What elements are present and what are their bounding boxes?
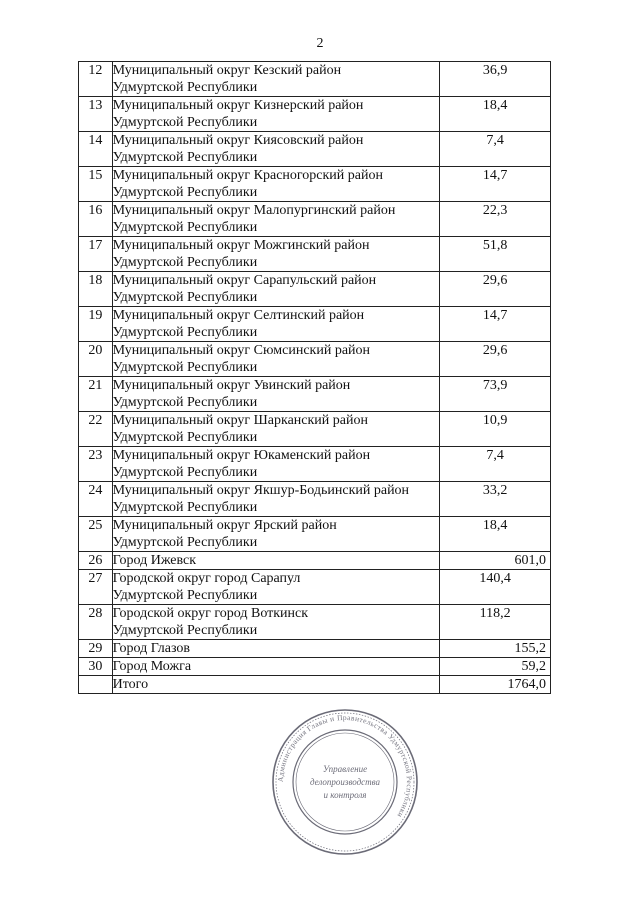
municipality-name (112, 640, 440, 658)
municipality-name-line-2: Удмуртской Республики (112, 360, 258, 375)
total-value: 1764,0 (440, 676, 551, 694)
municipality-name-line-1: Городской округ город Воткинск (112, 606, 309, 621)
municipality-name-line-2: Удмуртской Республики (112, 430, 258, 445)
stamp-line-1: Управление (322, 764, 368, 774)
municipality-name-line-1: Муниципальный округ Шарканский район (112, 413, 368, 428)
municipality-name (112, 167, 440, 202)
row-number: 12 (79, 62, 113, 97)
row-number: 23 (79, 447, 113, 482)
row-number: 14 (79, 132, 113, 167)
municipality-name (112, 412, 440, 447)
table-row (79, 482, 551, 517)
municipality-name-line-1: Городской округ город Сарапул (112, 571, 301, 586)
table-row (79, 62, 551, 97)
municipality-name-line-2: Удмуртской Республики (112, 588, 258, 603)
row-number: 15 (79, 167, 113, 202)
municipality-name-line-2: Удмуртской Республики (112, 500, 258, 515)
table-row (79, 202, 551, 237)
row-number: 25 (79, 517, 113, 552)
row-number: 18 (79, 272, 113, 307)
municipality-name-line-2: Удмуртской Республики (112, 395, 258, 410)
row-number: 26 (79, 552, 113, 570)
municipality-name-line-2: Удмуртской Республики (112, 185, 258, 200)
municipality-name (112, 570, 440, 605)
amount-value: 14,7 (440, 167, 551, 202)
amount-value: 140,4 (440, 570, 551, 605)
table-row (79, 552, 551, 570)
table-row (79, 342, 551, 377)
amount-value: 14,7 (440, 307, 551, 342)
municipality-name-line-1: Муниципальный округ Якшур-Бодьинский район (112, 483, 410, 498)
municipality-name-line-1: Муниципальный округ Селтинский район (112, 308, 365, 323)
amount-value: 36,9 (440, 62, 551, 97)
table-row (79, 447, 551, 482)
table-body (79, 62, 551, 694)
municipality-name (112, 62, 440, 97)
municipality-name-line-1: Муниципальный округ Увинский район (112, 378, 351, 393)
municipality-name (112, 658, 440, 676)
table-row (79, 377, 551, 412)
municipality-name (112, 552, 440, 570)
municipality-name-line-2: Удмуртской Республики (112, 255, 258, 270)
amount-value: 155,2 (440, 640, 551, 658)
table-row (79, 605, 551, 640)
amount-value: 118,2 (440, 605, 551, 640)
allocation-table (78, 61, 551, 694)
municipality-name-line-1: Город Можга (112, 659, 192, 674)
page-number: 2 (316, 36, 324, 51)
municipality-name (112, 237, 440, 272)
municipality-name-line-1: Муниципальный округ Ярский район (112, 518, 337, 533)
amount-value: 59,2 (440, 658, 551, 676)
municipality-name-line-1: Муниципальный округ Можгинский район (112, 238, 370, 253)
municipality-name (112, 482, 440, 517)
municipality-name-line-1: Муниципальный округ Сарапульский район (112, 273, 377, 288)
row-number: 28 (79, 605, 113, 640)
municipality-name-line-2: Удмуртской Республики (112, 465, 258, 480)
amount-value: 7,4 (440, 132, 551, 167)
amount-value: 22,3 (440, 202, 551, 237)
amount-value: 29,6 (440, 342, 551, 377)
municipality-name-line-2: Удмуртской Республики (112, 623, 258, 638)
municipality-name (112, 342, 440, 377)
municipality-name (112, 272, 440, 307)
municipality-name-line-1: Город Ижевск (112, 553, 197, 568)
municipality-name (112, 517, 440, 552)
stamp-line-2: делопроизводства (309, 777, 381, 787)
amount-value: 29,6 (440, 272, 551, 307)
table-row (79, 658, 551, 676)
amount-value: 18,4 (440, 97, 551, 132)
municipality-name-line-1: Муниципальный округ Кезский район (112, 63, 342, 78)
table-row (79, 412, 551, 447)
municipality-name-line-2: Удмуртской Республики (112, 290, 258, 305)
municipality-name-line-2: Удмуртской Республики (112, 150, 258, 165)
municipality-name (112, 447, 440, 482)
amount-value: 51,8 (440, 237, 551, 272)
municipality-name (112, 132, 440, 167)
table-row (79, 97, 551, 132)
total-label: Итого (112, 676, 440, 694)
amount-value: 10,9 (440, 412, 551, 447)
row-number: 19 (79, 307, 113, 342)
row-number: 16 (79, 202, 113, 237)
table-row (79, 167, 551, 202)
table-row (79, 272, 551, 307)
amount-value: 18,4 (440, 517, 551, 552)
row-number: 27 (79, 570, 113, 605)
total-row (79, 676, 551, 694)
municipality-name-line-1: Муниципальный округ Кизнерский район (112, 98, 364, 113)
table-row (79, 132, 551, 167)
row-number: 22 (79, 412, 113, 447)
municipality-name-line-2: Удмуртской Республики (112, 80, 258, 95)
municipality-name-line-1: Муниципальный округ Красногорский район (112, 168, 383, 183)
municipality-name (112, 377, 440, 412)
table-row (79, 570, 551, 605)
municipality-name (112, 202, 440, 237)
municipality-name-line-1: Муниципальный округ Юкаменский район (112, 448, 371, 463)
municipality-name-line-1: Муниципальный округ Киясовский район (112, 133, 364, 148)
table-row (79, 640, 551, 658)
row-number: 29 (79, 640, 113, 658)
municipality-name-line-2: Удмуртской Республики (112, 115, 258, 130)
amount-value: 7,4 (440, 447, 551, 482)
stamp-ring-text: Администрация Главы и Правительства Удмуртской Республики (275, 712, 415, 820)
row-number: 17 (79, 237, 113, 272)
municipality-name-line-2: Удмуртской Республики (112, 535, 258, 550)
table-row (79, 517, 551, 552)
official-stamp (270, 707, 420, 857)
municipality-name (112, 97, 440, 132)
row-number: 20 (79, 342, 113, 377)
row-number: 21 (79, 377, 113, 412)
amount-value: 601,0 (440, 552, 551, 570)
municipality-name (112, 605, 440, 640)
municipality-name-line-2: Удмуртской Республики (112, 325, 258, 340)
municipality-name (112, 307, 440, 342)
table-row (79, 307, 551, 342)
amount-value: 33,2 (440, 482, 551, 517)
municipality-name-line-1: Муниципальный округ Малопургинский район (112, 203, 396, 218)
total-number-cell (79, 676, 113, 694)
amount-value: 73,9 (440, 377, 551, 412)
row-number: 30 (79, 658, 113, 676)
row-number: 13 (79, 97, 113, 132)
row-number: 24 (79, 482, 113, 517)
table-row (79, 237, 551, 272)
municipality-name-line-1: Город Глазов (112, 641, 191, 656)
stamp-line-3: и контроля (323, 790, 367, 800)
municipality-name-line-2: Удмуртской Республики (112, 220, 258, 235)
municipality-name-line-1: Муниципальный округ Сюмсинский район (112, 343, 371, 358)
